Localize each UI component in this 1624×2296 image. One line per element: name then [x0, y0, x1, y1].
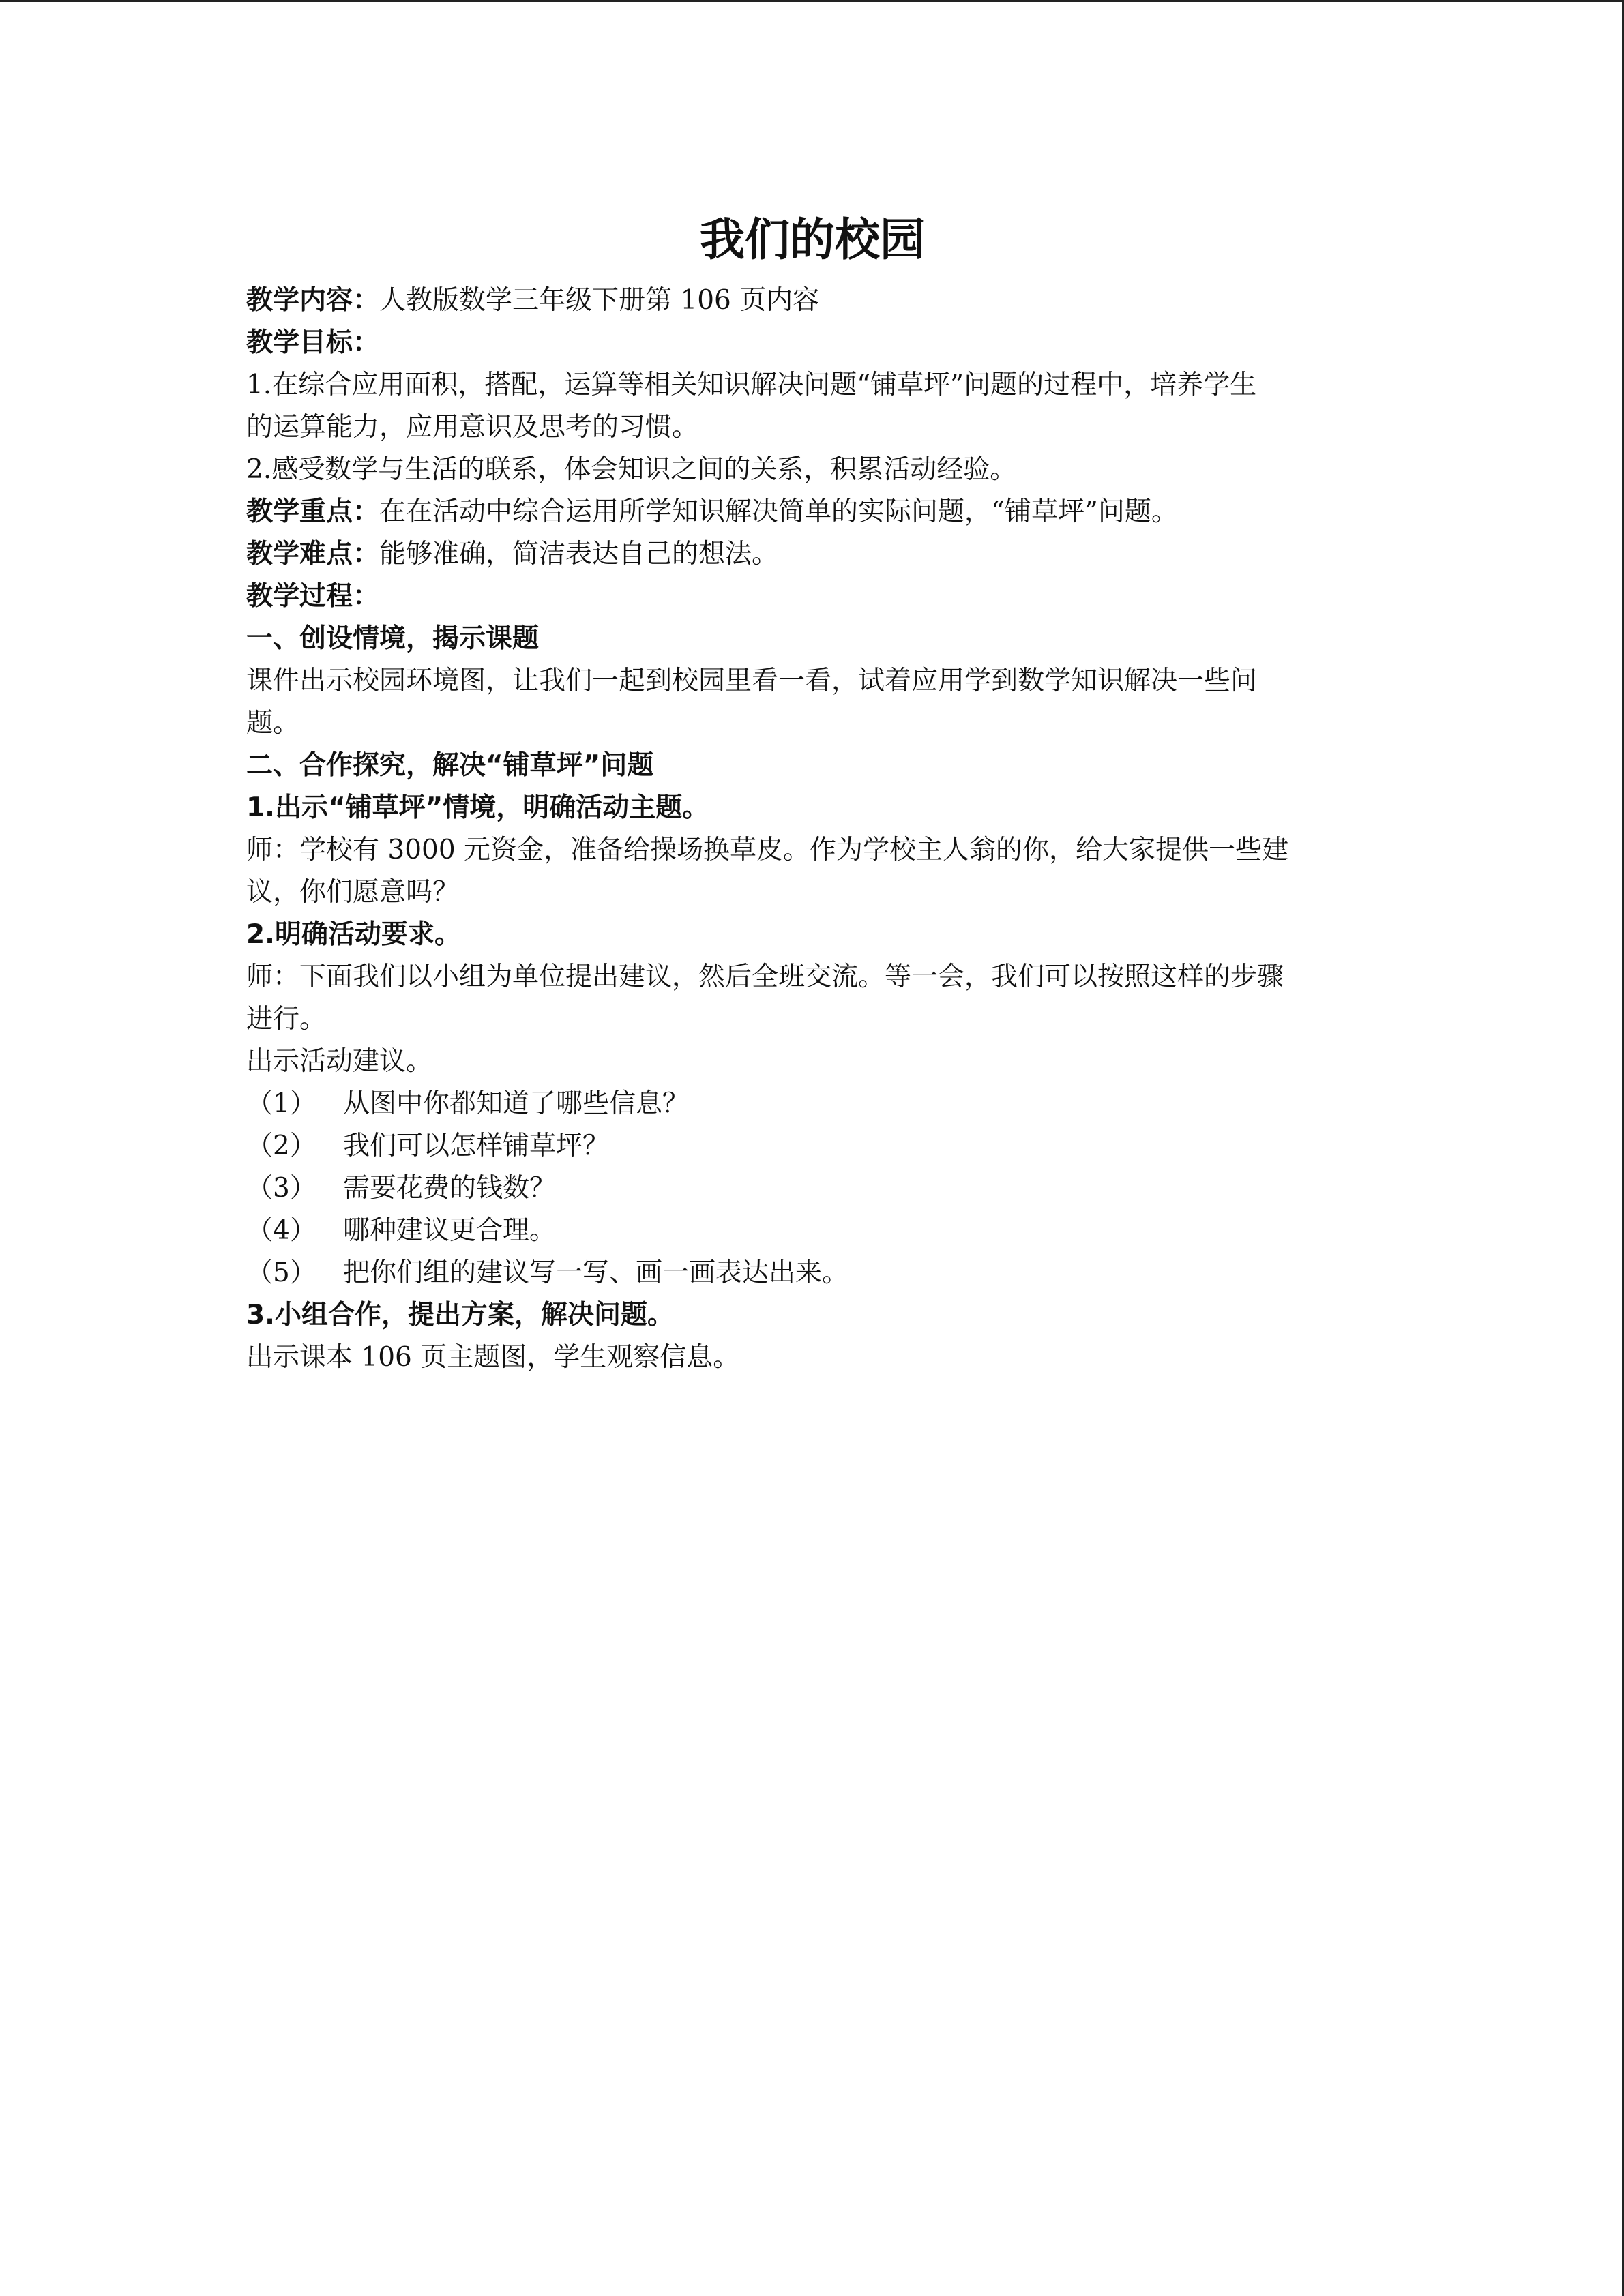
step-text: 把你们组的建议写一写、画一画表达出来。: [343, 1257, 849, 1288]
teaching-content-line: [246, 280, 1378, 322]
goal-1-line-1: 1.在综合应用面积，搭配，运算等相关知识解决问题“铺草坪”问题的过程中，培养学生: [246, 370, 1257, 400]
step-text: 需要花费的钱数？: [343, 1173, 557, 1204]
suggestion-step-2: [246, 1125, 1378, 1167]
step-number: （3）: [246, 1173, 316, 1204]
section-2-heading: 二、合作探究，解决“铺草坪”问题: [246, 750, 654, 781]
subsection-1-line-2: 议，你们愿意吗？: [246, 877, 460, 908]
document-body: [246, 205, 1378, 1379]
subsection-2-heading: 2.明确活动要求。: [246, 919, 461, 950]
step-text: 哪种建议更合理。: [343, 1215, 557, 1246]
teaching-key-line: [246, 491, 1378, 533]
section-1-line-1: 课件出示校园环境图，让我们一起到校园里看一看，试着应用学到数学知识解决一些问: [246, 666, 1258, 696]
teaching-difficulty-text: 能够准确，简洁表达自己的想法。: [379, 539, 779, 569]
subsection-1-line-1: 师：学校有 3000 元资金，准备给操场换草皮。作为学校主人翁的你，给大家提供一些建: [246, 835, 1289, 865]
teaching-key-text: 在在活动中综合运用所学知识解决简单的实际问题，“铺草坪”问题。: [379, 496, 1178, 527]
subsection-2-line-2: 进行。: [246, 1004, 327, 1034]
subsection-2-line-1: 师：下面我们以小组为单位提出建议，然后全班交流。等一会，我们可以按照这样的步骤: [246, 961, 1284, 992]
suggestion-step-3: [246, 1167, 1378, 1210]
suggestion-step-5: [246, 1252, 1378, 1294]
step-text: 从图中你都知道了哪些信息？: [343, 1088, 690, 1119]
goal-1-line-2: 的运算能力，应用意识及思考的习惯。: [246, 412, 699, 443]
teaching-content-text: 人教版数学三年级下册第 106 页内容: [379, 285, 820, 316]
suggestion-step-4: [246, 1210, 1378, 1252]
section-1-heading: 一、创设情境，揭示课题: [246, 623, 540, 654]
teaching-process-label: 教学过程：: [246, 581, 380, 612]
subsection-3-text: 出示课本 106 页主题图，学生观察信息。: [246, 1342, 740, 1373]
suggestion-intro: 出示活动建议。: [246, 1046, 433, 1077]
document-title: 我们的校园: [700, 213, 925, 266]
subsection-3-heading: 3.小组合作，提出方案，解决问题。: [246, 1300, 674, 1330]
step-number: （1）: [246, 1088, 316, 1119]
step-number: （5）: [246, 1257, 316, 1288]
teaching-goals-label: 教学目标：: [246, 327, 380, 358]
step-number: （2）: [246, 1131, 316, 1161]
subsection-1-heading: 1.出示“铺草坪”情境，明确活动主题。: [246, 792, 709, 823]
teaching-difficulty-label: 教学难点：: [246, 539, 380, 569]
section-1-line-2: 题。: [246, 708, 300, 739]
step-number: （4）: [246, 1215, 316, 1246]
suggestion-step-1: [246, 1083, 1378, 1125]
step-text: 我们可以怎样铺草坪？: [343, 1131, 610, 1161]
page-top-border: [0, 0, 1624, 2]
teaching-key-label: 教学重点：: [246, 496, 380, 527]
teaching-content-label: 教学内容：: [246, 285, 380, 316]
teaching-difficulty-line: [246, 533, 1378, 576]
goal-2: 2.感受数学与生活的联系，体会知识之间的关系，积累活动经验。: [246, 454, 1017, 485]
